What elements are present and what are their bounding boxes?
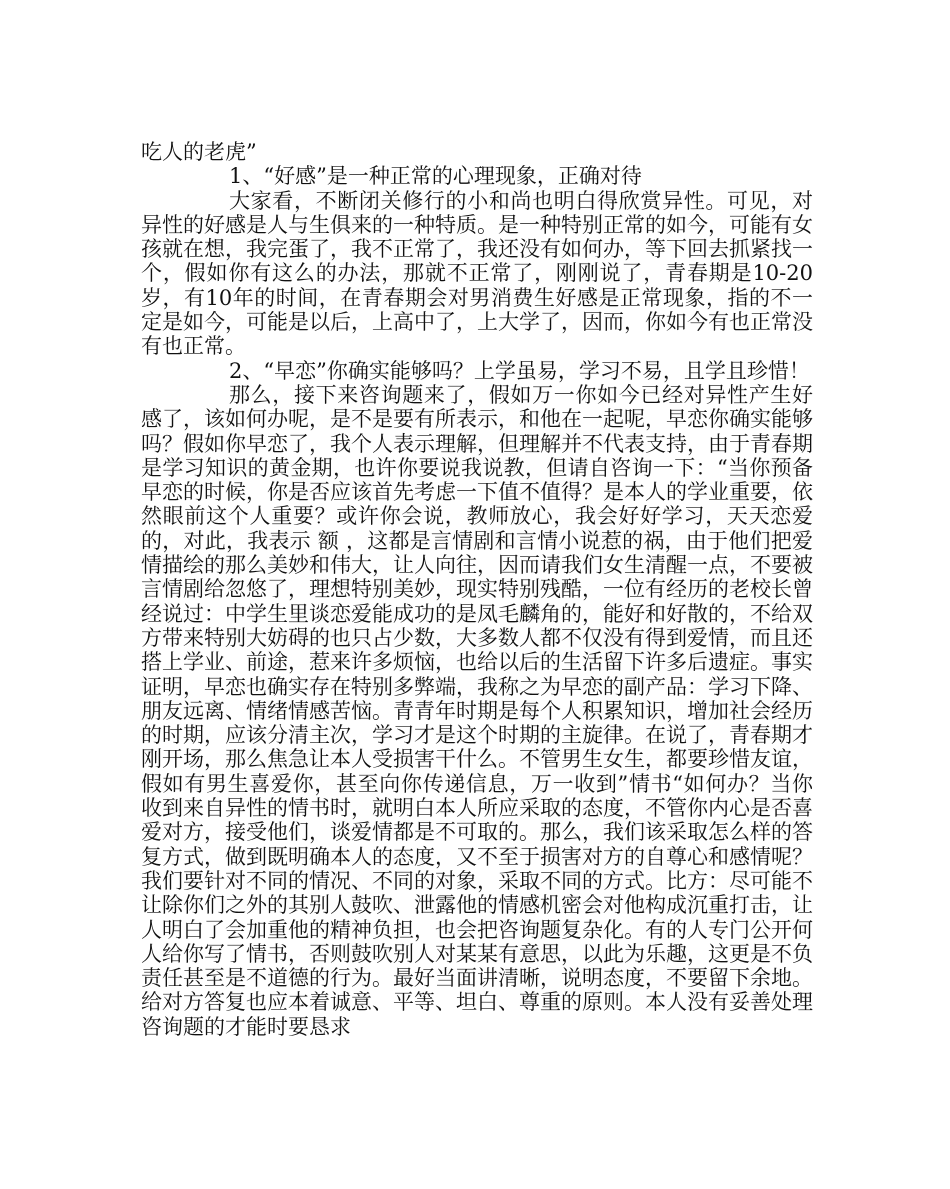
section-heading-1: 1、“好感”是一种正常的心理现象，正确对待: [229, 164, 642, 189]
body-paragraph-1: 大家看，不断闭关修行的小和尚也明白得欣赏异性。可见，对异性的好感是人与生俱来的一种特质。是一种特别正常的如今，可能有女孩就在想，我完蛋了，我不正常了，我还没有如何办，等下回去抓紧找一个，假如你有这么的办法，那就不正常了，刚刚说了，青春期是10-20岁，有10年的时间，在青春期会对男消费生好感是正常现象，指的不一定是如今，可能是以后，上高中了，上大学了，因而，你如今有也正常没有也正常。: [141, 188, 813, 359]
body-paragraph-2: 那么，接下来咨询题来了，假如万一你如今已经对异性产生好感了，该如何办呢，是不是要有所表示，和他在一起呢，早恋你确实能够吗？假如你早恋了，我个人表示理解，但理解并不代表支持，由于青春期是学习知识的黄金期，也许你要说我说教，但请自咨询一下：“当你预备早恋的时候，你是否应该首先考虑一下值不值得？是本人的学业重要，依然眼前这个人重要？或许你会说，教师放心，我会好好学习，天天恋爱的，对此，我表示 额 ，这都是言情剧和言情小说惹的祸，由于他们把爱情描绘的那么美妙和伟大，让人向往，因而请我们女生清醒一点，不要被言情剧给忽悠了，理想特别美妙，现实特别残酷，一位有经历的老校长曾经说过：中学生里谈恋爱能成功的是凤毛麟角的，能好和好散的，不给双方带来特别大妨碍的也只占少数，大多数人都不仅没有得到爱情，而且还搭上学业、前途，惹来许多烦恼，也给以后的生活留下许多后遗症。事实证明，早恋也确实存在特别多弊端，我称之为早恋的副产品：学习下降、朋友远离、情绪情感苦恼。青青年时期是每个人积累知识，增加社会经历的时期，应该分清主次，学习才是这个时期的主旋律。在说了，青春期才刚开场，那么焦急让本人受损害干什么。不管男生女生，都要珍惜友谊，假如有男生喜爱你，甚至向你传递信息，万一收到”情书“如何办？当你收到来自异性的情书时，就明白本人所应采取的态度，不管你内心是否喜爱对方，接受他们，谈爱情都是不可取的。那么，我们该采取怎么样的答复方式，做到既明确本人的态度，又不至于损害对方的自尊心和感情呢？我们要针对不同的情况、不同的对象，采取不同的方式。比方：尽可能不让除你们之外的其别人鼓吹、泄露他的情感机密会对他构成沉重打击，让人明白了会加重他的精神负担，也会把咨询题复杂化。有的人专门公开何人给你写了情书，否则鼓吹别人对某某有意思，以此为乐趣，这更是不负责任甚至是不道德的行为。最好当面讲清晰，说明态度，不要留下余地。给对方答复也应本着诚意、平等、坦白、尊重的原则。本人没有妥善处理咨询题的才能时要恳求: [141, 382, 813, 1039]
continuation-line: 吃人的老虎”: [141, 140, 257, 164]
document-page: [141, 140, 813, 1039]
section-heading-2: 2、“早恋”你确实能够吗？上学虽易，学习不易，且学且珍惜！: [229, 358, 810, 383]
